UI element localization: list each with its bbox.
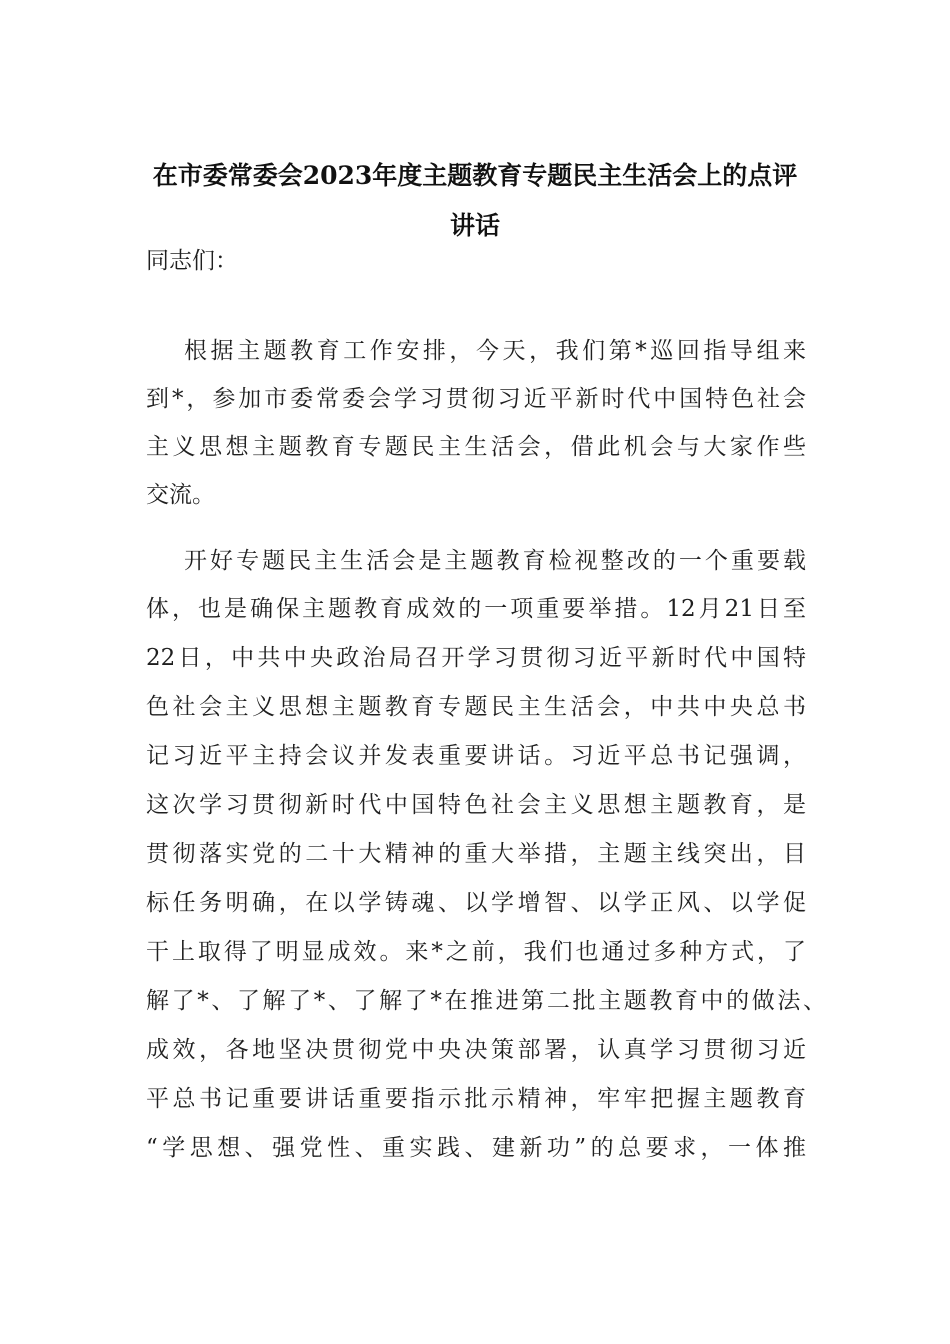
paragraph-2-line: 22日，中共中央政治局召开学习贯彻习近平新时代中国特 bbox=[146, 645, 806, 671]
paragraph-2-line: 记习近平主持会议并发表重要讲话。习近平总书记强调， bbox=[146, 743, 806, 769]
paragraph-1-line: 到*，参加市委常委会学习贯彻习近平新时代中国特色社会 bbox=[146, 386, 806, 412]
document-title-line-1: 在市委常委会2023年度主题教育专题民主生活会上的点评 bbox=[152, 161, 798, 190]
paragraph-2-line: 体，也是确保主题教育成效的一项重要举措。12月21日至 bbox=[146, 596, 806, 622]
paragraph-2-line: 这次学习贯彻新时代中国特色社会主义思想主题教育，是 bbox=[146, 792, 806, 818]
paragraph-1-line: 交流。 bbox=[146, 482, 215, 508]
paragraph-2-line: 干上取得了明显成效。来*之前，我们也通过多种方式，了 bbox=[146, 939, 806, 965]
paragraph-2-line: 开好专题民主生活会是主题教育检视整改的一个重要载 bbox=[184, 548, 806, 574]
document-title-line-2: 讲话 bbox=[449, 211, 500, 240]
paragraph-2-line: 贯彻落实党的二十大精神的重大举措，主题主线突出，目 bbox=[146, 841, 806, 867]
paragraph-1-line: 根据主题教育工作安排，今天，我们第*巡回指导组来 bbox=[184, 338, 806, 364]
paragraph-2-line: 成效，各地坚决贯彻党中央决策部署，认真学习贯彻习近 bbox=[146, 1037, 806, 1063]
paragraph-2-line: 标任务明确，在以学铸魂、以学增智、以学正风、以学促 bbox=[146, 890, 806, 916]
paragraph-2-line: “学思想、强党性、重实践、建新功”的总要求，一体推 bbox=[146, 1135, 806, 1161]
paragraph-2-line: 解了*、了解了*、了解了*在推进第二批主题教育中的做法、 bbox=[146, 988, 826, 1014]
salutation: 同志们： bbox=[146, 248, 238, 274]
paragraph-2-line: 平总书记重要讲话重要指示批示精神，牢牢把握主题教育 bbox=[146, 1086, 806, 1112]
paragraph-1-line: 主义思想主题教育专题民主生活会，借此机会与大家作些 bbox=[146, 434, 806, 460]
paragraph-2-line: 色社会主义思想主题教育专题民主生活会，中共中央总书 bbox=[146, 694, 806, 720]
